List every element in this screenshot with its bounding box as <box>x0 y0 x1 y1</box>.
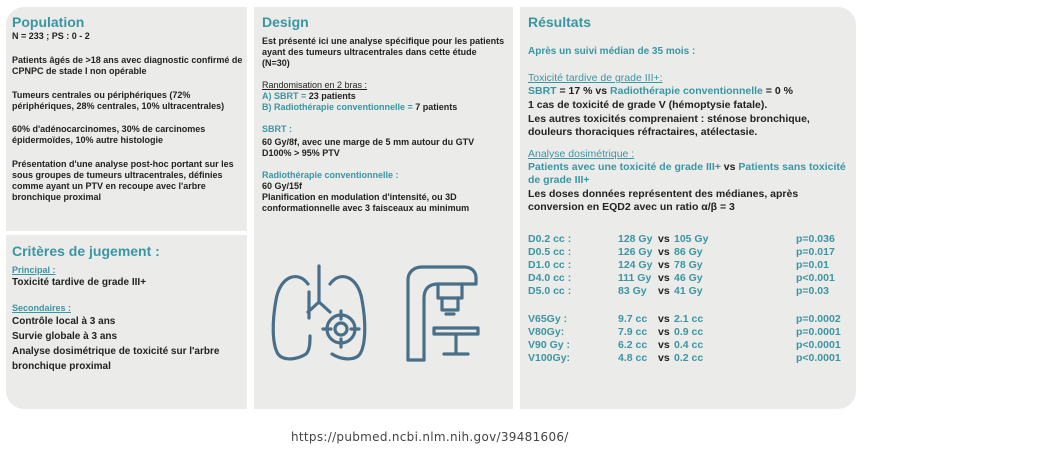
sbrt-label: SBRT : <box>262 124 292 134</box>
table-row <box>528 313 848 326</box>
vs-label: vs <box>658 313 670 325</box>
p-value: p=0.01 <box>796 259 829 271</box>
design-intro: Est présenté ici une analyse spécifique pour les patients ayant des tumeurs ultracentrales dans cette étude (N=30) <box>262 36 505 68</box>
table-row <box>528 233 848 246</box>
dose-table <box>528 233 848 298</box>
vs-label: vs <box>658 326 670 338</box>
p-value: p=0.017 <box>796 246 835 258</box>
value-with-toxicity: 4.8 cc <box>618 352 648 364</box>
value-with-toxicity: 6.2 cc <box>618 339 648 351</box>
value-without-toxicity: 41 Gy <box>674 285 703 297</box>
dosi-label: Analyse dosimétrique : <box>528 148 635 160</box>
arm-a-label: A) SBRT = <box>262 91 309 101</box>
dosi-b: Patients sans toxicité de grade III+ <box>528 161 846 186</box>
sbrt-text: 60 Gy/8f, avec une marge de 5 mm autour du GTV <box>262 137 475 147</box>
tox-sbrt: SBRT <box>528 85 557 97</box>
value-with-toxicity: 7.9 cc <box>618 326 648 338</box>
tox-rc: Radiothérapie conventionnelle <box>610 85 763 97</box>
p-value: p<0.0001 <box>796 339 841 351</box>
population-text: Présentation d'une analyse post-hoc portant sur les sous groupes de tumeurs ultracentrales, définies comme ayant un PTV en recoupe avec l'arbre bronchique proximal <box>12 159 234 202</box>
table-row <box>528 339 848 352</box>
arm-a-value: 23 patients <box>308 91 356 101</box>
dosi-vs: vs <box>720 161 739 173</box>
sbrt-text: D100% > 95% PTV <box>262 148 340 158</box>
rc-text: 60 Gy/15f <box>262 181 303 191</box>
value-without-toxicity: 0.4 cc <box>674 339 704 351</box>
row-label: D1.0 cc : <box>528 259 572 271</box>
table-row <box>528 272 848 285</box>
value-with-toxicity: 111 Gy <box>618 272 652 284</box>
value-without-toxicity: 78 Gy <box>674 259 703 271</box>
population-text: Tumeurs centrales ou périphériques (72% périphériques, 28% centrales, 10% ultracentrales) <box>12 90 225 111</box>
value-without-toxicity: 0.9 cc <box>674 326 704 338</box>
row-label: D0.5 cc : <box>528 246 572 258</box>
population-section <box>12 14 244 203</box>
value-with-toxicity: 126 Gy <box>618 246 653 258</box>
radiotherapy-machine-icon <box>398 262 482 364</box>
p-value: p=0.03 <box>796 285 829 297</box>
secondaire-item: Contrôle local à 3 ans <box>12 316 116 327</box>
vs-label: vs <box>658 272 670 284</box>
table-row <box>528 326 848 339</box>
arm-a <box>262 91 506 102</box>
arm-b-value: 7 patients <box>415 102 458 112</box>
p-value: p=0.0002 <box>796 313 841 325</box>
design-section <box>262 14 506 214</box>
p-value: p=0.036 <box>796 233 835 245</box>
principal-label: Principal : <box>12 265 56 275</box>
suivi-text: Après un suivi médian de 35 mois : <box>528 46 696 57</box>
divider <box>513 7 520 409</box>
value-with-toxicity: 128 Gy <box>618 233 653 245</box>
volume-table <box>528 313 848 365</box>
vs-label: vs <box>658 339 670 351</box>
rando-label: Randomisation en 2 bras : <box>262 80 368 90</box>
rc-label: Radiothérapie conventionnelle : <box>262 170 399 180</box>
value-without-toxicity: 86 Gy <box>674 246 703 258</box>
tox-mid: = 17 % vs <box>556 85 611 97</box>
vs-label: vs <box>658 246 670 258</box>
row-label: V65Gy : <box>528 313 568 325</box>
row-label: D4.0 cc : <box>528 272 572 284</box>
dosi-note: Les doses données représentent des médianes, après conversion en EQD2 avec un ratio α/β = 3 <box>528 188 799 213</box>
row-label: V90 Gy : <box>528 339 571 351</box>
summary-card <box>6 7 856 409</box>
dosi-groups <box>528 161 848 187</box>
vs-label: vs <box>658 352 670 364</box>
vs-label: vs <box>658 285 670 297</box>
population-text: Patients âgés de >18 ans avec diagnostic confirmé de CPNPC de stade I non opérable <box>12 55 243 76</box>
criteres-section <box>12 243 244 374</box>
source-url: https://pubmed.ncbi.nlm.nih.gov/39481606/ <box>291 430 569 444</box>
value-without-toxicity: 46 Gy <box>674 272 703 284</box>
arm-b-label: B) Radiothérapie conventionnelle = <box>262 102 416 112</box>
secondaires-label: Secondaires : <box>12 303 72 313</box>
value-without-toxicity: 2.1 cc <box>674 313 704 325</box>
secondaire-item: Survie globale à 3 ans <box>12 331 118 342</box>
arm-b <box>262 102 506 113</box>
tox-other: Les autres toxicités comprenaient : sténose bronchique, douleurs thoraciques réfractaires, atélectasie. <box>528 113 810 138</box>
rc-text: Planification en modulation d'intensité, ou 3D conformationnelle avec 3 faisceaux au minimum <box>262 192 470 213</box>
vs-label: vs <box>658 259 670 271</box>
dosi-a: Patients avec une toxicité de grade III+ <box>528 161 721 173</box>
tox-label: Toxicité tardive de grade III+: <box>528 72 663 84</box>
row-label: D0.2 cc : <box>528 233 572 245</box>
population-title: Population <box>12 14 85 30</box>
value-with-toxicity: 9.7 cc <box>618 313 648 325</box>
value-without-toxicity: 0.2 cc <box>674 352 704 364</box>
table-row <box>528 285 848 298</box>
tox-comparison <box>528 85 848 98</box>
population-text: 60% d'adénocarcinomes, 30% de carcinomes épidermoïdes, 10% autre histologie <box>12 124 206 145</box>
secondaire-item: Analyse dosimétrique de toxicité sur l'arbre bronchique proximal <box>12 346 220 372</box>
design-title: Design <box>262 14 309 30</box>
lungs-target-icon <box>268 262 370 364</box>
table-row <box>528 259 848 272</box>
divider <box>6 231 247 235</box>
resultats-section <box>528 14 848 214</box>
value-without-toxicity: 105 Gy <box>674 233 709 245</box>
row-label: V100Gy: <box>528 352 571 364</box>
criteres-title: Critères de jugement : <box>12 243 160 259</box>
p-value: p<0.0001 <box>796 352 841 364</box>
row-label: V80Gy: <box>528 326 565 338</box>
value-with-toxicity: 124 Gy <box>618 259 653 271</box>
table-row <box>528 246 848 259</box>
p-value: p=0.0001 <box>796 326 841 338</box>
p-value: p<0.001 <box>796 272 835 284</box>
table-row <box>528 352 848 365</box>
tox-end: = 0 % <box>762 85 793 97</box>
row-label: D5.0 cc : <box>528 285 572 297</box>
vs-label: vs <box>658 233 670 245</box>
divider <box>247 7 254 409</box>
principal-text: Toxicité tardive de grade III+ <box>12 277 147 288</box>
population-subtitle: N = 233 ; PS : 0 - 2 <box>12 31 90 41</box>
resultats-title: Résultats <box>528 14 592 30</box>
tox-case: 1 cas de toxicité de grade V (hémoptysie fatale). <box>528 99 768 111</box>
value-with-toxicity: 83 Gy <box>618 285 647 297</box>
